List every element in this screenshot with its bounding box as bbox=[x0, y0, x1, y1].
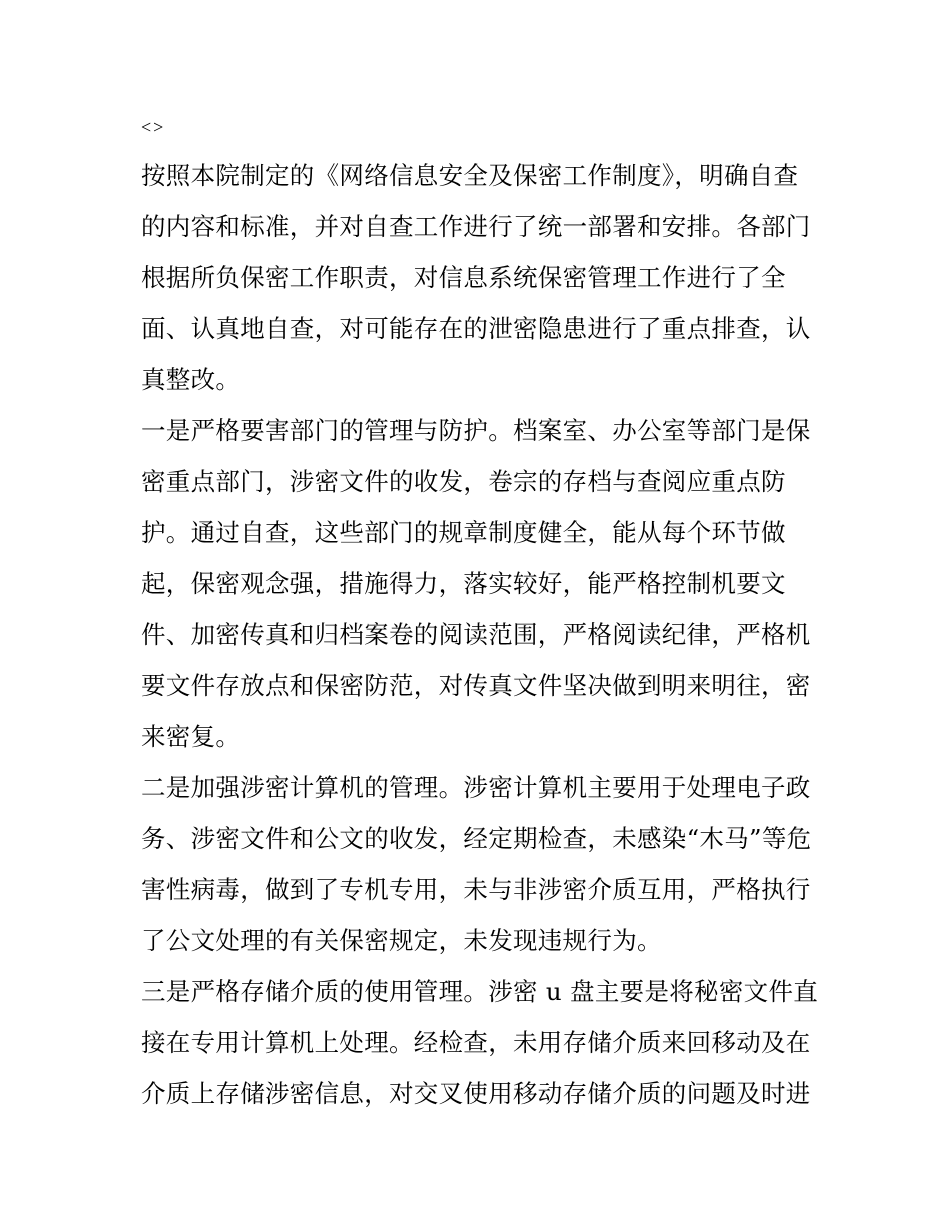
text-line: 的内容和标准，并对自查工作进行了统一部署和安排。各部门 bbox=[141, 212, 811, 241]
text-line: 面、认真地自查，对可能存在的泄密隐患进行了重点排查，认 bbox=[141, 314, 811, 343]
paragraph-storage-media bbox=[141, 966, 819, 1119]
paragraph-classified-computers bbox=[141, 762, 811, 966]
text-line: 要文件存放点和保密防范，对传真文件坚决做到明来明往，密 bbox=[141, 671, 811, 700]
section-marker: <> bbox=[141, 117, 166, 137]
text-line: 密重点部门，涉密文件的收发，卷宗的存档与查阅应重点防 bbox=[141, 467, 786, 496]
text-line: 来密复。 bbox=[141, 722, 241, 751]
document-body bbox=[141, 104, 819, 1119]
text-line: 起，保密观念强，措施得力，落实较好，能严格控制机要文 bbox=[141, 569, 786, 598]
text-line: 害性病毒，做到了专机专用，未与非涉密介质互用，严格执行 bbox=[141, 875, 811, 904]
text-line: 了公文处理的有关保密规定，未发现违规行为。 bbox=[141, 926, 662, 955]
text-line: 接在专用计算机上处理。经检查，未用存储介质来回移动及在 bbox=[141, 1028, 811, 1057]
text-line: 二是加强涉密计算机的管理。涉密计算机主要用于处理电子政 bbox=[141, 773, 811, 802]
text-line: 一是严格要害部门的管理与防护。档案室、办公室等部门是保 bbox=[141, 416, 811, 445]
text-line: 介质上存储涉密信息，对交叉使用移动存储介质的问题及时进 bbox=[141, 1079, 811, 1108]
text-line: 务、涉密文件和公文的收发，经定期检查，未感染“木马”等危 bbox=[141, 824, 812, 853]
paragraph-key-departments bbox=[141, 405, 811, 762]
text-line: 护。通过自查，这些部门的规章制度健全，能从每个环节做 bbox=[141, 518, 786, 547]
paragraph-self-inspection-intro bbox=[141, 150, 811, 405]
text-line: 三是严格存储介质的使用管理。涉密 u 盘主要是将秘密文件直 bbox=[141, 977, 819, 1006]
text-line: 按照本院制定的《网络信息安全及保密工作制度》，明确自查 bbox=[141, 161, 799, 190]
text-line: 真整改。 bbox=[141, 365, 241, 394]
text-line: 根据所负保密工作职责，对信息系统保密管理工作进行了全 bbox=[141, 263, 786, 292]
text-line: 件、加密传真和归档案卷的阅读范围，严格阅读纪律，严格机 bbox=[141, 620, 811, 649]
